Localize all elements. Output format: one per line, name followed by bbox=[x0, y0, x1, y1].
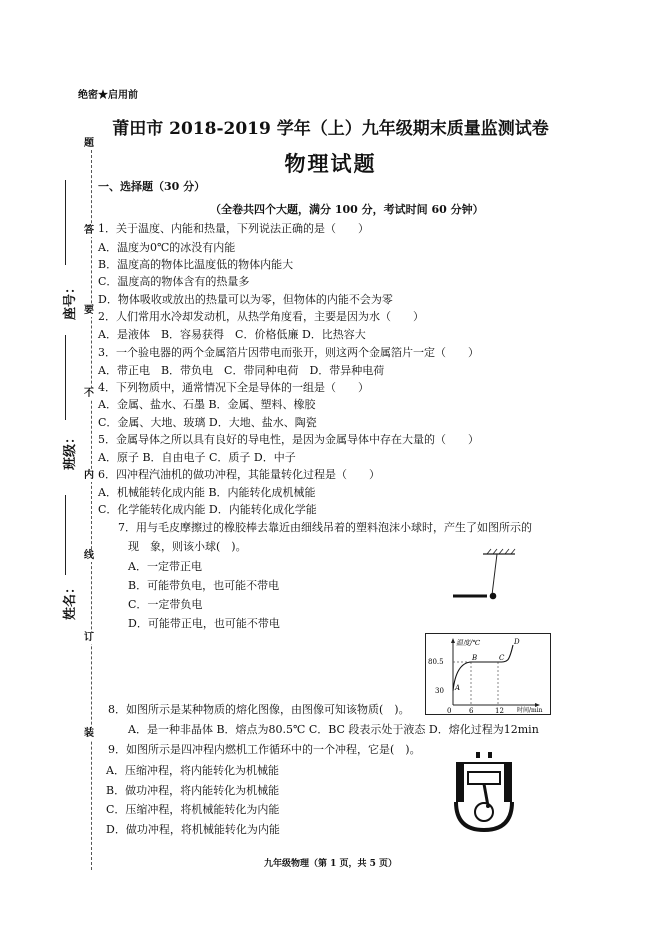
question-5: 5．金属导体之所以具有良好的导电性，是因为金属导体中存在大量的（ ） bbox=[98, 433, 479, 446]
q1-option-c: C．温度高的物体含有的热量多 bbox=[98, 275, 250, 288]
question-6: 6．四冲程汽油机的做功冲程，其能量转化过程是（ ） bbox=[98, 468, 380, 481]
seat-write-line[interactable] bbox=[65, 180, 66, 265]
q7-option-c: C．一定带负电 bbox=[128, 598, 203, 611]
q6-options-cd: C．化学能转化成内能 D．内能转化成化学能 bbox=[98, 503, 317, 516]
margin-char: 不 bbox=[84, 388, 94, 399]
question-3: 3．一个验电器的两个金属箔片因带电而张开，则这两个金属箔片一定（ ） bbox=[98, 346, 479, 359]
y-tick-80-5: 80.5 bbox=[428, 658, 444, 666]
point-d: D bbox=[514, 638, 520, 646]
q3-options: A．带正电 B．带负电 C．带同种电荷 D．带异种电荷 bbox=[98, 364, 385, 377]
x-tick-6: 6 bbox=[469, 707, 474, 715]
question-9: 9．如图所示是四冲程内燃机工作循环中的一个冲程，它是( )。 bbox=[108, 743, 421, 756]
melting-graph bbox=[425, 633, 551, 715]
class-label: 班级： bbox=[63, 430, 78, 470]
name-label: 姓名： bbox=[63, 580, 78, 620]
q2-options: A．是液体 B．容易获得 C．价格低廉 D．比热容大 bbox=[98, 328, 366, 341]
q1-option-d: D．物体吸收或放出的热量可以为零，但物体的内能不会为零 bbox=[98, 293, 393, 306]
section-heading: 一、选择题（30 分） bbox=[98, 180, 206, 193]
q9-option-b: B．做功冲程，将内能转化为机械能 bbox=[106, 784, 280, 797]
margin-char: 答 bbox=[84, 225, 94, 236]
point-c: C bbox=[499, 654, 505, 662]
name-write-line[interactable] bbox=[65, 495, 66, 575]
point-a: A bbox=[455, 684, 461, 692]
question-8: 8．如图所示是某种物质的熔化图像，由图像可知该物质( )。 bbox=[108, 703, 410, 716]
seat-label: 座号： bbox=[63, 280, 78, 320]
question-4: 4．下列物质中，通常情况下全是导体的一组是（ ） bbox=[98, 381, 369, 394]
exam-title: 莆田市 2018-2019 学年（上）九年级期末质量监测试卷 bbox=[112, 119, 549, 139]
exam-note: （全卷共四个大题，满分 100 分，考试时间 60 分钟） bbox=[210, 203, 484, 216]
question-2: 2．人们常用水冷却发动机，从热学角度看，主要是因为水（ ） bbox=[98, 310, 424, 323]
q9-option-a: A．压缩冲程，将内能转化为机械能 bbox=[106, 764, 279, 777]
graph-xlabel: 时间/min bbox=[517, 707, 543, 714]
suspended-ball-figure bbox=[445, 548, 525, 608]
question-1: 1．关于温度、内能和热量，下列说法正确的是（ ） bbox=[98, 222, 369, 235]
q4-options-ab: A．金属、盐水、石墨 B．金属、塑料、橡胶 bbox=[98, 398, 316, 411]
margin-char: 订 bbox=[84, 632, 94, 643]
q6-options-ab: A．机械能转化成内能 B．内能转化成机械能 bbox=[98, 486, 316, 499]
q9-option-d: D．做功冲程，将机械能转化为内能 bbox=[106, 823, 280, 836]
q1-option-b: B．温度高的物体比温度低的物体内能大 bbox=[98, 258, 294, 271]
margin-char: 要 bbox=[84, 305, 94, 316]
q1-option-a: A．温度为0℃的冰没有内能 bbox=[98, 241, 236, 254]
q7-option-d: D．可能带正电，也可能不带电 bbox=[128, 617, 280, 630]
question-7-cont: 现 象，则该小球( )。 bbox=[128, 540, 247, 553]
margin-char: 线 bbox=[84, 550, 94, 561]
x-tick-0: 0 bbox=[447, 707, 452, 715]
q5-options: A．原子 B．自由电子 C．质子 D．中子 bbox=[98, 451, 296, 464]
page-footer: 九年级物理（第 1 页，共 5 页） bbox=[263, 859, 398, 869]
q7-option-b: B．可能带负电，也可能不带电 bbox=[128, 579, 280, 592]
class-write-line[interactable] bbox=[65, 335, 66, 420]
y-tick-30: 30 bbox=[435, 687, 444, 695]
q8-options: A．是一种非晶体 B．熔点为80.5℃ C．BC 段表示处于液态 D．熔化过程为12min bbox=[128, 723, 539, 736]
subject-title: 物理试题 bbox=[284, 151, 377, 176]
binding-dashed-line bbox=[91, 150, 92, 870]
q7-option-a: A．一定带正电 bbox=[128, 560, 202, 573]
point-b: B bbox=[472, 654, 478, 662]
graph-ylabel: 温度/℃ bbox=[456, 639, 481, 647]
margin-char: 内 bbox=[84, 470, 94, 481]
secret-label: 绝密★启用前 bbox=[78, 90, 138, 101]
q4-options-cd: C．金属、大地、玻璃 D．大地、盐水、陶瓷 bbox=[98, 416, 317, 429]
question-7: 7．用与毛皮摩擦过的橡胶棒去靠近由细线吊着的塑料泡沫小球时，产生了如图所示的 bbox=[118, 521, 532, 534]
engine-cylinder-figure bbox=[452, 752, 518, 832]
margin-char: 题 bbox=[84, 138, 94, 149]
margin-char: 装 bbox=[84, 728, 94, 739]
x-tick-12: 12 bbox=[495, 707, 504, 715]
q9-option-c: C．压缩冲程，将机械能转化为内能 bbox=[106, 803, 280, 816]
